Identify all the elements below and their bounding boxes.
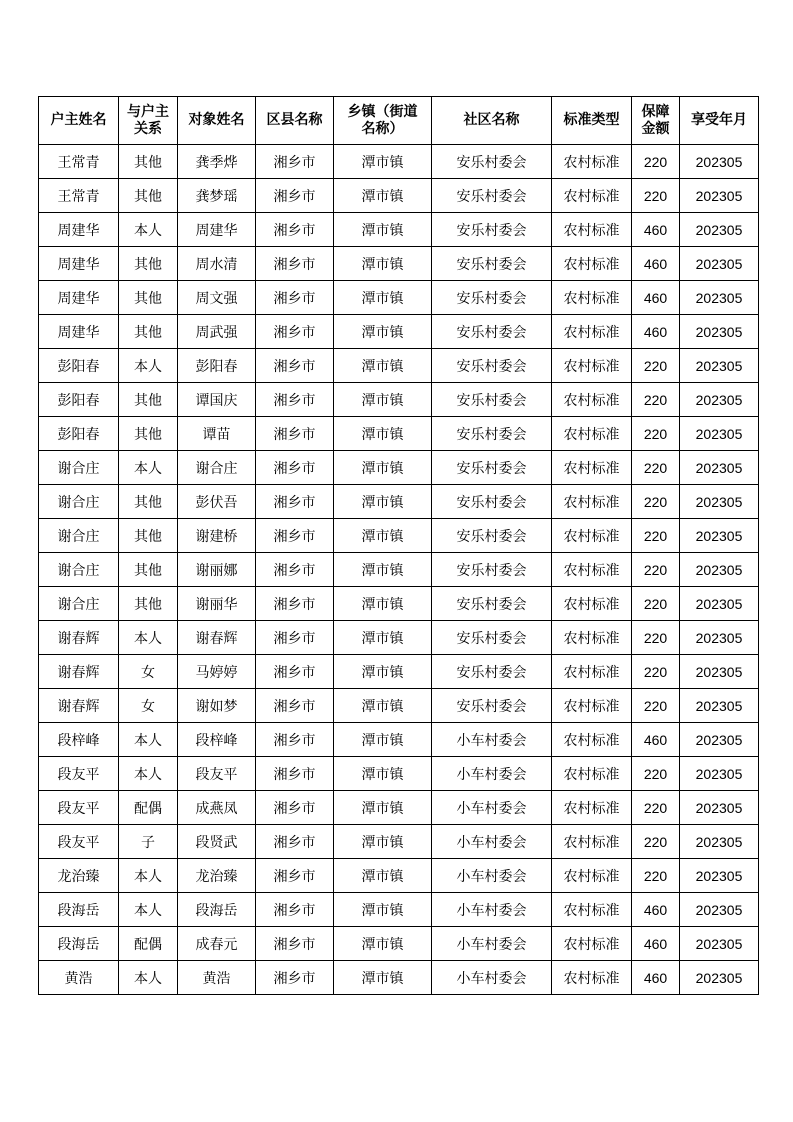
cell-relation: 本人 (119, 213, 178, 247)
header-member-name: 对象姓名 (178, 97, 256, 145)
cell-township: 潭市镇 (334, 315, 432, 349)
cell-township: 潭市镇 (334, 519, 432, 553)
cell-household-head: 周建华 (39, 281, 119, 315)
cell-household-head: 周建华 (39, 247, 119, 281)
cell-month: 202305 (680, 825, 759, 859)
cell-household-head: 周建华 (39, 315, 119, 349)
cell-community: 安乐村委会 (432, 213, 552, 247)
cell-community: 小车村委会 (432, 757, 552, 791)
cell-township: 潭市镇 (334, 961, 432, 995)
cell-standard-type: 农村标准 (552, 961, 632, 995)
cell-relation: 其他 (119, 315, 178, 349)
cell-township: 潭市镇 (334, 927, 432, 961)
header-relation (119, 97, 178, 145)
cell-member-name: 成春元 (178, 927, 256, 961)
cell-household-head: 段海岳 (39, 927, 119, 961)
cell-township: 潭市镇 (334, 247, 432, 281)
table-row (39, 179, 759, 213)
cell-relation: 本人 (119, 859, 178, 893)
cell-amount: 460 (632, 247, 680, 281)
cell-county: 湘乡市 (256, 757, 334, 791)
cell-member-name: 龚梦瑶 (178, 179, 256, 213)
table-row (39, 145, 759, 179)
cell-township: 潭市镇 (334, 757, 432, 791)
cell-household-head: 段海岳 (39, 893, 119, 927)
cell-household-head: 谢合庄 (39, 451, 119, 485)
cell-relation: 本人 (119, 893, 178, 927)
cell-standard-type: 农村标准 (552, 927, 632, 961)
cell-amount: 220 (632, 859, 680, 893)
cell-amount: 220 (632, 349, 680, 383)
table-row (39, 553, 759, 587)
table-row (39, 723, 759, 757)
cell-amount: 220 (632, 383, 680, 417)
cell-amount: 220 (632, 417, 680, 451)
cell-month: 202305 (680, 315, 759, 349)
table-row (39, 859, 759, 893)
cell-member-name: 段海岳 (178, 893, 256, 927)
cell-township: 潭市镇 (334, 825, 432, 859)
cell-standard-type: 农村标准 (552, 383, 632, 417)
cell-standard-type: 农村标准 (552, 621, 632, 655)
cell-township: 潭市镇 (334, 349, 432, 383)
cell-household-head: 黄浩 (39, 961, 119, 995)
table-row (39, 893, 759, 927)
cell-amount: 460 (632, 213, 680, 247)
cell-county: 湘乡市 (256, 689, 334, 723)
header-amount (632, 97, 680, 145)
cell-township: 潭市镇 (334, 179, 432, 213)
cell-household-head: 王常青 (39, 145, 119, 179)
header-community: 社区名称 (432, 97, 552, 145)
cell-relation: 本人 (119, 451, 178, 485)
cell-member-name: 段贤武 (178, 825, 256, 859)
cell-township: 潭市镇 (334, 723, 432, 757)
cell-member-name: 周水清 (178, 247, 256, 281)
header-amount-line-1: 保障 (641, 103, 670, 120)
cell-community: 安乐村委会 (432, 315, 552, 349)
cell-amount: 220 (632, 689, 680, 723)
cell-household-head: 段友平 (39, 757, 119, 791)
table-row (39, 485, 759, 519)
cell-county: 湘乡市 (256, 723, 334, 757)
cell-month: 202305 (680, 213, 759, 247)
cell-month: 202305 (680, 247, 759, 281)
cell-household-head: 谢合庄 (39, 553, 119, 587)
cell-member-name: 段友平 (178, 757, 256, 791)
cell-community: 小车村委会 (432, 859, 552, 893)
cell-standard-type: 农村标准 (552, 281, 632, 315)
cell-amount: 220 (632, 179, 680, 213)
header-standard-type: 标准类型 (552, 97, 632, 145)
cell-community: 小车村委会 (432, 723, 552, 757)
cell-month: 202305 (680, 179, 759, 213)
cell-month: 202305 (680, 281, 759, 315)
cell-standard-type: 农村标准 (552, 145, 632, 179)
cell-amount: 220 (632, 791, 680, 825)
table-row (39, 281, 759, 315)
header-amount-line-2: 金额 (641, 120, 670, 137)
cell-member-name: 谭国庆 (178, 383, 256, 417)
cell-relation: 女 (119, 655, 178, 689)
cell-community: 安乐村委会 (432, 247, 552, 281)
cell-amount: 460 (632, 893, 680, 927)
cell-household-head: 谢春辉 (39, 621, 119, 655)
cell-amount: 460 (632, 961, 680, 995)
cell-amount: 220 (632, 519, 680, 553)
cell-township: 潭市镇 (334, 281, 432, 315)
cell-household-head: 王常青 (39, 179, 119, 213)
cell-county: 湘乡市 (256, 927, 334, 961)
cell-community: 安乐村委会 (432, 179, 552, 213)
cell-household-head: 周建华 (39, 213, 119, 247)
header-row (39, 97, 759, 145)
cell-amount: 460 (632, 281, 680, 315)
cell-township: 潭市镇 (334, 621, 432, 655)
cell-community: 安乐村委会 (432, 485, 552, 519)
cell-county: 湘乡市 (256, 281, 334, 315)
cell-amount: 460 (632, 927, 680, 961)
cell-member-name: 成燕凤 (178, 791, 256, 825)
table-header (39, 97, 759, 145)
table-row (39, 213, 759, 247)
cell-amount: 220 (632, 655, 680, 689)
cell-month: 202305 (680, 417, 759, 451)
cell-county: 湘乡市 (256, 519, 334, 553)
cell-standard-type: 农村标准 (552, 315, 632, 349)
cell-relation: 本人 (119, 349, 178, 383)
cell-member-name: 谢建桥 (178, 519, 256, 553)
cell-township: 潭市镇 (334, 689, 432, 723)
cell-community: 安乐村委会 (432, 553, 552, 587)
cell-month: 202305 (680, 519, 759, 553)
cell-month: 202305 (680, 859, 759, 893)
cell-county: 湘乡市 (256, 961, 334, 995)
table-row (39, 383, 759, 417)
header-township-line-2: 名称） (361, 120, 404, 137)
cell-county: 湘乡市 (256, 485, 334, 519)
table-row (39, 757, 759, 791)
cell-community: 安乐村委会 (432, 587, 552, 621)
cell-relation: 其他 (119, 417, 178, 451)
cell-relation: 子 (119, 825, 178, 859)
cell-standard-type: 农村标准 (552, 417, 632, 451)
header-month: 享受年月 (680, 97, 759, 145)
cell-relation: 女 (119, 689, 178, 723)
cell-relation: 其他 (119, 485, 178, 519)
cell-community: 安乐村委会 (432, 689, 552, 723)
cell-community: 安乐村委会 (432, 349, 552, 383)
cell-standard-type: 农村标准 (552, 825, 632, 859)
cell-community: 小车村委会 (432, 825, 552, 859)
table-row (39, 417, 759, 451)
header-relation-line-1: 与户主 (127, 103, 169, 120)
cell-relation: 其他 (119, 383, 178, 417)
cell-community: 小车村委会 (432, 927, 552, 961)
cell-household-head: 彭阳春 (39, 417, 119, 451)
cell-standard-type: 农村标准 (552, 893, 632, 927)
cell-amount: 460 (632, 315, 680, 349)
cell-member-name: 彭伏吾 (178, 485, 256, 519)
cell-standard-type: 农村标准 (552, 757, 632, 791)
cell-standard-type: 农村标准 (552, 349, 632, 383)
cell-amount: 220 (632, 621, 680, 655)
table-body (39, 145, 759, 995)
cell-county: 湘乡市 (256, 315, 334, 349)
table-row (39, 519, 759, 553)
cell-township: 潭市镇 (334, 893, 432, 927)
cell-household-head: 龙治臻 (39, 859, 119, 893)
table-row (39, 689, 759, 723)
header-township-line-1: 乡镇（街道 (347, 103, 418, 120)
cell-amount: 220 (632, 757, 680, 791)
cell-standard-type: 农村标准 (552, 485, 632, 519)
cell-amount: 220 (632, 451, 680, 485)
table-row (39, 451, 759, 485)
header-relation-line-2: 关系 (134, 120, 162, 137)
cell-county: 湘乡市 (256, 825, 334, 859)
cell-member-name: 黄浩 (178, 961, 256, 995)
cell-month: 202305 (680, 723, 759, 757)
cell-standard-type: 农村标准 (552, 791, 632, 825)
table-row (39, 927, 759, 961)
cell-county: 湘乡市 (256, 553, 334, 587)
cell-standard-type: 农村标准 (552, 859, 632, 893)
table-row (39, 655, 759, 689)
cell-township: 潭市镇 (334, 383, 432, 417)
cell-household-head: 段友平 (39, 791, 119, 825)
cell-county: 湘乡市 (256, 451, 334, 485)
cell-county: 湘乡市 (256, 791, 334, 825)
cell-amount: 220 (632, 825, 680, 859)
header-household-head: 户主姓名 (39, 97, 119, 145)
table-row (39, 315, 759, 349)
header-township (334, 97, 432, 145)
cell-member-name: 彭阳春 (178, 349, 256, 383)
table-row (39, 961, 759, 995)
cell-county: 湘乡市 (256, 213, 334, 247)
cell-standard-type: 农村标准 (552, 451, 632, 485)
cell-relation: 其他 (119, 145, 178, 179)
cell-household-head: 谢合庄 (39, 587, 119, 621)
cell-standard-type: 农村标准 (552, 247, 632, 281)
cell-household-head: 谢合庄 (39, 519, 119, 553)
cell-member-name: 谢合庄 (178, 451, 256, 485)
cell-county: 湘乡市 (256, 621, 334, 655)
cell-household-head: 谢春辉 (39, 655, 119, 689)
cell-month: 202305 (680, 145, 759, 179)
cell-county: 湘乡市 (256, 859, 334, 893)
cell-standard-type: 农村标准 (552, 519, 632, 553)
cell-member-name: 谢春辉 (178, 621, 256, 655)
cell-month: 202305 (680, 655, 759, 689)
cell-household-head: 谢春辉 (39, 689, 119, 723)
cell-relation: 配偶 (119, 927, 178, 961)
cell-relation: 本人 (119, 757, 178, 791)
cell-standard-type: 农村标准 (552, 723, 632, 757)
cell-month: 202305 (680, 485, 759, 519)
cell-relation: 配偶 (119, 791, 178, 825)
cell-relation: 本人 (119, 961, 178, 995)
cell-county: 湘乡市 (256, 247, 334, 281)
cell-community: 安乐村委会 (432, 281, 552, 315)
cell-household-head: 谢合庄 (39, 485, 119, 519)
cell-amount: 220 (632, 553, 680, 587)
cell-relation: 其他 (119, 553, 178, 587)
cell-month: 202305 (680, 451, 759, 485)
cell-member-name: 谢丽华 (178, 587, 256, 621)
cell-month: 202305 (680, 349, 759, 383)
cell-township: 潭市镇 (334, 417, 432, 451)
cell-relation: 本人 (119, 621, 178, 655)
cell-community: 安乐村委会 (432, 451, 552, 485)
cell-member-name: 谢丽娜 (178, 553, 256, 587)
cell-community: 小车村委会 (432, 893, 552, 927)
cell-member-name: 谭苗 (178, 417, 256, 451)
cell-township: 潭市镇 (334, 859, 432, 893)
cell-month: 202305 (680, 757, 759, 791)
cell-community: 安乐村委会 (432, 417, 552, 451)
cell-township: 潭市镇 (334, 553, 432, 587)
table-row (39, 791, 759, 825)
cell-member-name: 龙治臻 (178, 859, 256, 893)
cell-township: 潭市镇 (334, 587, 432, 621)
cell-amount: 220 (632, 145, 680, 179)
cell-household-head: 段友平 (39, 825, 119, 859)
cell-relation: 本人 (119, 723, 178, 757)
cell-community: 安乐村委会 (432, 655, 552, 689)
cell-relation: 其他 (119, 179, 178, 213)
cell-member-name: 马婷婷 (178, 655, 256, 689)
table-row (39, 587, 759, 621)
cell-standard-type: 农村标准 (552, 655, 632, 689)
cell-county: 湘乡市 (256, 179, 334, 213)
cell-month: 202305 (680, 791, 759, 825)
cell-community: 小车村委会 (432, 961, 552, 995)
cell-township: 潭市镇 (334, 145, 432, 179)
cell-township: 潭市镇 (334, 791, 432, 825)
cell-standard-type: 农村标准 (552, 553, 632, 587)
cell-county: 湘乡市 (256, 383, 334, 417)
cell-relation: 其他 (119, 281, 178, 315)
cell-township: 潭市镇 (334, 655, 432, 689)
cell-standard-type: 农村标准 (552, 179, 632, 213)
cell-community: 安乐村委会 (432, 145, 552, 179)
cell-month: 202305 (680, 553, 759, 587)
cell-community: 安乐村委会 (432, 519, 552, 553)
cell-month: 202305 (680, 689, 759, 723)
cell-township: 潭市镇 (334, 451, 432, 485)
cell-county: 湘乡市 (256, 587, 334, 621)
cell-household-head: 彭阳春 (39, 349, 119, 383)
cell-township: 潭市镇 (334, 485, 432, 519)
cell-member-name: 周武强 (178, 315, 256, 349)
cell-county: 湘乡市 (256, 417, 334, 451)
cell-member-name: 段梓峰 (178, 723, 256, 757)
cell-relation: 其他 (119, 519, 178, 553)
cell-township: 潭市镇 (334, 213, 432, 247)
cell-month: 202305 (680, 587, 759, 621)
cell-standard-type: 农村标准 (552, 587, 632, 621)
cell-amount: 220 (632, 587, 680, 621)
table-row (39, 825, 759, 859)
cell-county: 湘乡市 (256, 655, 334, 689)
table-row (39, 349, 759, 383)
cell-month: 202305 (680, 961, 759, 995)
cell-county: 湘乡市 (256, 349, 334, 383)
cell-member-name: 龚季烨 (178, 145, 256, 179)
cell-household-head: 彭阳春 (39, 383, 119, 417)
cell-amount: 220 (632, 485, 680, 519)
table-row (39, 621, 759, 655)
cell-relation: 其他 (119, 247, 178, 281)
cell-member-name: 谢如梦 (178, 689, 256, 723)
cell-month: 202305 (680, 893, 759, 927)
cell-standard-type: 农村标准 (552, 213, 632, 247)
cell-household-head: 段梓峰 (39, 723, 119, 757)
cell-community: 安乐村委会 (432, 383, 552, 417)
cell-county: 湘乡市 (256, 893, 334, 927)
assistance-roster-table (38, 96, 759, 995)
header-county: 区县名称 (256, 97, 334, 145)
cell-month: 202305 (680, 927, 759, 961)
cell-community: 安乐村委会 (432, 621, 552, 655)
cell-amount: 460 (632, 723, 680, 757)
cell-member-name: 周文强 (178, 281, 256, 315)
cell-member-name: 周建华 (178, 213, 256, 247)
cell-community: 小车村委会 (432, 791, 552, 825)
cell-month: 202305 (680, 621, 759, 655)
cell-standard-type: 农村标准 (552, 689, 632, 723)
cell-month: 202305 (680, 383, 759, 417)
cell-county: 湘乡市 (256, 145, 334, 179)
table-row (39, 247, 759, 281)
cell-relation: 其他 (119, 587, 178, 621)
